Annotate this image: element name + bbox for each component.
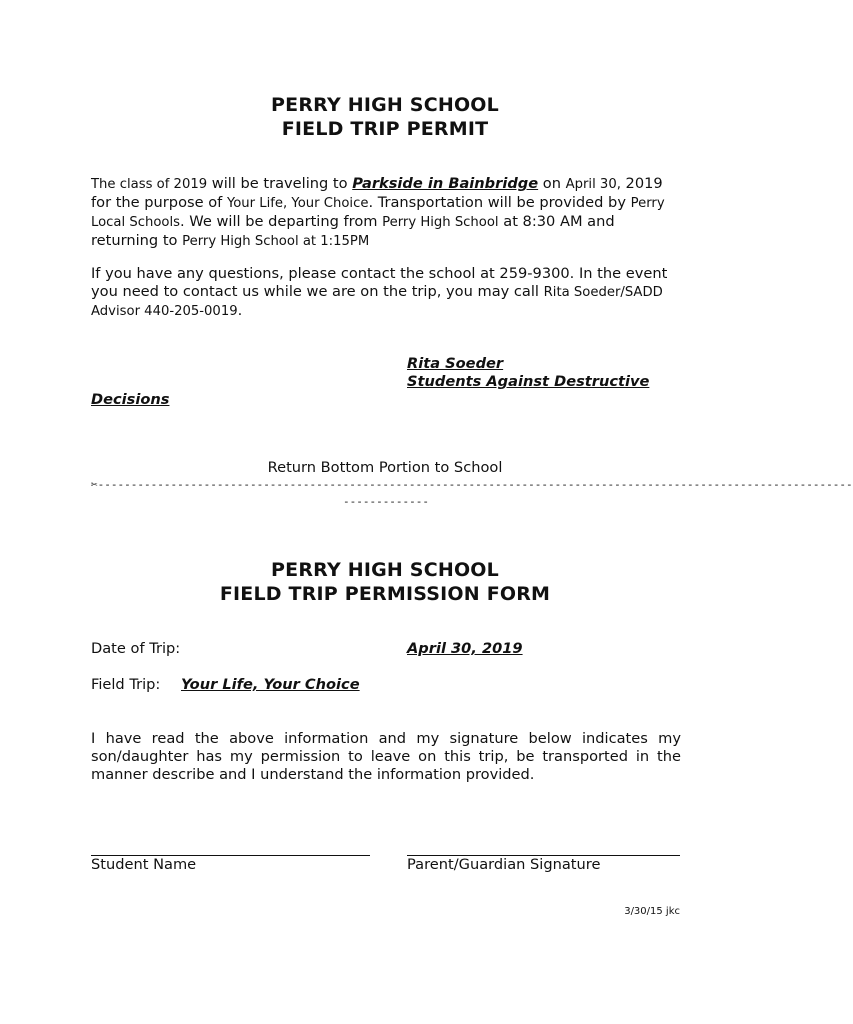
date-of-trip-value: April 30, 2019 [407, 640, 523, 657]
signer-name: Rita Soeder [407, 355, 504, 372]
school-name-heading: PERRY HIGH SCHOOL [271, 94, 499, 116]
return-note: Return Bottom Portion to School [267, 459, 503, 476]
trip-intro-paragraph: The class of 2019 will be traveling to Parkside in Bainbridge on April 30, 2019 for the purpose of Your Life, Your Choice. Transportation will be provided by Perry Local Schools. We will be departing from Perry High School at 8:30 AM and returning to Perry High School at 1:15PM [91, 175, 665, 249]
permit-title-heading: FIELD TRIP PERMIT [281, 118, 489, 140]
cut-line: ✂------------------------------------------------------------------------------------------------------------------ [91, 478, 853, 491]
signer-org-line1: Students Against Destructive [407, 373, 650, 390]
field-trip-label: Field Trip: [91, 676, 161, 693]
form-title-heading: FIELD TRIP PERMISSION FORM [219, 583, 551, 605]
parent-signature-label: Parent/Guardian Signature [407, 856, 601, 873]
destination-text: Parkside in Bainbridge [352, 175, 539, 192]
permission-statement: I have read the above information and my signature below indicates my son/daughter has my permission to leave on this trip, be transported in the manner describe and I understand the information provided. [91, 730, 681, 783]
field-trip-value: Your Life, Your Choice [181, 676, 360, 693]
contact-paragraph: If you have any questions, please contact the school at 259-9300. In the event you need to contact us while we are on the trip, you may call Rita Soeder/SADD Advisor 440-205-0019. [91, 265, 668, 319]
date-of-trip-label: Date of Trip: [91, 640, 181, 657]
student-name-label: Student Name [91, 856, 197, 873]
scissors-icon: ✂ [91, 478, 98, 491]
cut-line-continued: ------------- [342, 495, 430, 508]
footer-code: 3/30/15 jkc [624, 906, 680, 917]
form-school-name-heading: PERRY HIGH SCHOOL [271, 559, 499, 581]
signer-org-line2: Decisions [91, 391, 170, 408]
